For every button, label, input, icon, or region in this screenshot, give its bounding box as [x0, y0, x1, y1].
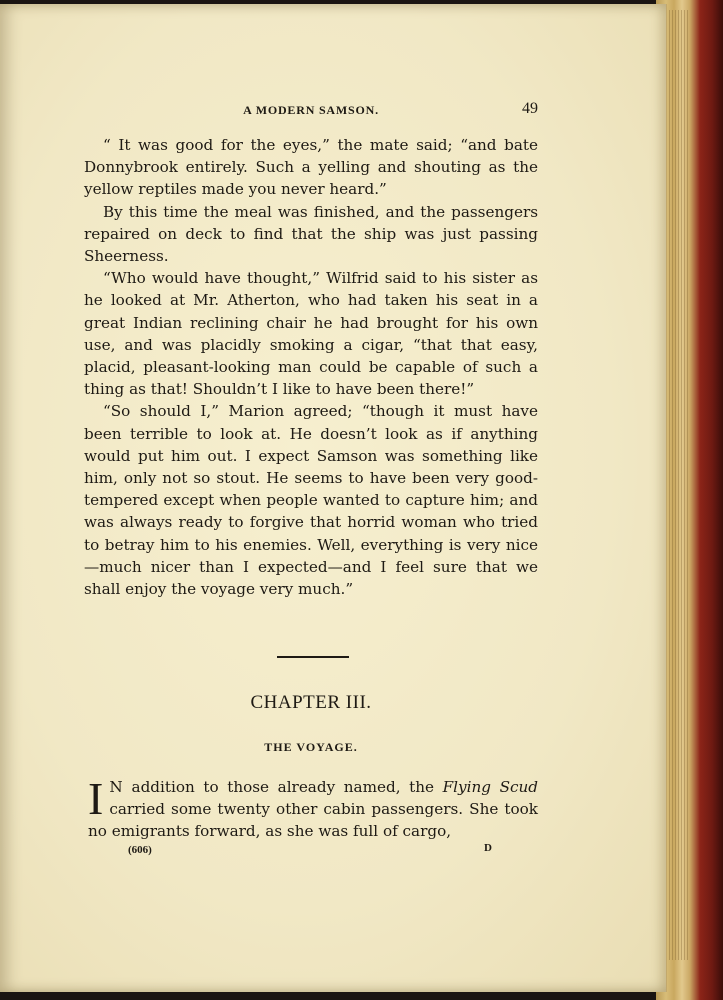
- paragraph: By this time the meal was finished, and the passengers repaired on deck to find that the ship was just passing Sheerness.: [84, 202, 538, 266]
- gathering-letter: D: [484, 842, 492, 854]
- chapter-heading: CHAPTER III.: [250, 692, 372, 713]
- opening-text: addition to those already named, the: [122, 778, 443, 796]
- body-text: [84, 134, 538, 600]
- chapter-title: THE VOYAGE.: [264, 740, 358, 754]
- printer-signature-mark: (606): [128, 844, 152, 856]
- paragraph: “Who would have thought,” Wilfrid said to his sister as he looked at Mr. Atherton, who had taken his seat in a great Indian reclining chair he had brought for his own use, and was placidly smoking a cigar, “that that easy, placid, pleasant-looking man could be capable of such a thing as that! Shouldn’t I like to have been there!”: [84, 269, 538, 399]
- page-number: 49: [522, 100, 538, 117]
- first-word-rest: N: [109, 778, 123, 796]
- paragraph: “ It was good for the eyes,” the mate said; “and bate Donnybrook entirely. Such a yelling and shouting as the yellow reptiles made you never heard.”: [84, 136, 538, 199]
- chapter-opening-paragraph: [88, 773, 538, 843]
- opening-text-continued: carried some twenty other cabin passengers. She took no emigrants forward, as she was full of cargo,: [88, 800, 538, 841]
- running-head-title: A MODERN SAMSON.: [243, 103, 379, 117]
- drop-cap: I: [88, 773, 104, 824]
- running-head: [84, 100, 538, 122]
- section-divider: [277, 656, 349, 658]
- ship-name: Flying Scud: [442, 778, 538, 796]
- paragraph: “So should I,” Marion agreed; “though it must have been terrible to look at. He doesn’t look as if anything would put him out. I expect Samson was something like him, only not so stout. He seems to have been very good-tempered except when people wanted to capture him; and was always ready to forgive that horrid woman who tried to betray him to his enemies. Well, everything is very nice—much nicer than I expected—and I feel sure that we shall enjoy the voyage very much.”: [84, 402, 538, 599]
- book-page: [0, 4, 667, 992]
